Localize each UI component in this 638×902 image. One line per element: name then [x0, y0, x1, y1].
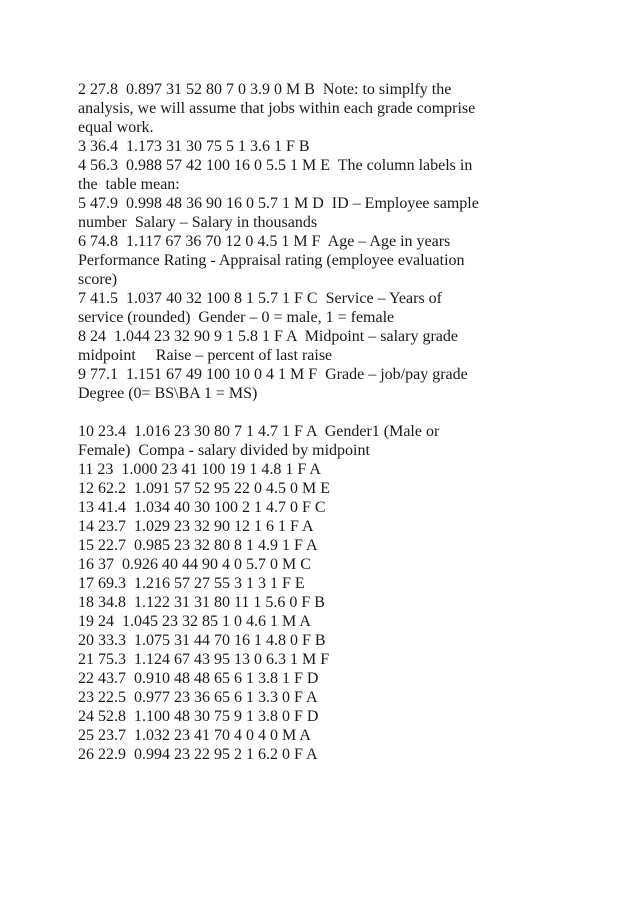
text-line: 6 74.8 1.117 67 36 70 12 0 4.5 1 M F Age – Age in years — [78, 233, 451, 250]
text-line: service (rounded) Gender – 0 = male, 1 = female — [78, 309, 395, 326]
text-line: 25 23.7 1.032 23 41 70 4 0 4 0 M A — [78, 727, 311, 744]
text-line: 24 52.8 1.100 48 30 75 9 1 3.8 0 F D — [78, 708, 319, 725]
text-line: analysis, we will assume that jobs within each grade comprise — [78, 100, 476, 117]
document-page — [78, 80, 558, 764]
text-line: 10 23.4 1.016 23 30 80 7 1 4.7 1 F A Gender1 (Male or — [78, 423, 440, 440]
text-line: 26 22.9 0.994 23 22 95 2 1 6.2 0 F A — [78, 746, 318, 763]
text-line: 3 36.4 1.173 31 30 75 5 1 3.6 1 F B — [78, 138, 310, 155]
text-line: 20 33.3 1.075 31 44 70 16 1 4.8 0 F B — [78, 632, 326, 649]
text-line: 22 43.7 0.910 48 48 65 6 1 3.8 1 F D — [78, 670, 319, 687]
text-line: Female) Compa - salary divided by midpoint — [78, 442, 370, 459]
text-line: 16 37 0.926 40 44 90 4 0 5.7 0 M C — [78, 556, 311, 573]
text-line: 4 56.3 0.988 57 42 100 16 0 5.5 1 M E The column labels in — [78, 157, 473, 174]
text-line: 9 77.1 1.151 67 49 100 10 0 4 1 M F Grade – job/pay grade — [78, 366, 468, 383]
text-line: number Salary – Salary in thousands — [78, 214, 318, 231]
text-line: 11 23 1.000 23 41 100 19 1 4.8 1 F A — [78, 461, 321, 478]
blank-line — [78, 403, 558, 422]
text-line: 13 41.4 1.034 40 30 100 2 1 4.7 0 F C — [78, 499, 326, 516]
text-line: 15 22.7 0.985 23 32 80 8 1 4.9 1 F A — [78, 537, 318, 554]
text-line: 14 23.7 1.029 23 32 90 12 1 6 1 F A — [78, 518, 314, 535]
text-line: 21 75.3 1.124 67 43 95 13 0 6.3 1 M F — [78, 651, 330, 668]
text-line: 8 24 1.044 23 32 90 9 1 5.8 1 F A Midpoint – salary grade — [78, 328, 458, 345]
text-line: score) — [78, 271, 118, 288]
text-line: Degree (0= BS\BA 1 = MS) — [78, 385, 258, 402]
text-line: 18 34.8 1.122 31 31 80 11 1 5.6 0 F B — [78, 594, 325, 611]
text-line: midpoint Raise – percent of last raise — [78, 347, 333, 364]
text-line: 7 41.5 1.037 40 32 100 8 1 5.7 1 F C Service – Years of — [78, 290, 442, 307]
text-line: 17 69.3 1.216 57 27 55 3 1 3 1 F E — [78, 575, 305, 592]
text-line: 5 47.9 0.998 48 36 90 16 0 5.7 1 M D ID – Employee sample — [78, 195, 479, 212]
text-line: Performance Rating - Appraisal rating (employee evaluation — [78, 252, 465, 269]
text-line: 19 24 1.045 23 32 85 1 0 4.6 1 M A — [78, 613, 311, 630]
text-line: 23 22.5 0.977 23 36 65 6 1 3.3 0 F A — [78, 689, 318, 706]
text-line: equal work. — [78, 119, 154, 136]
text-line: 2 27.8 0.897 31 52 80 7 0 3.9 0 M B Note: to simplfy the — [78, 81, 452, 98]
text-line: 12 62.2 1.091 57 52 95 22 0 4.5 0 M E — [78, 480, 330, 497]
text-line: the table mean: — [78, 176, 180, 193]
